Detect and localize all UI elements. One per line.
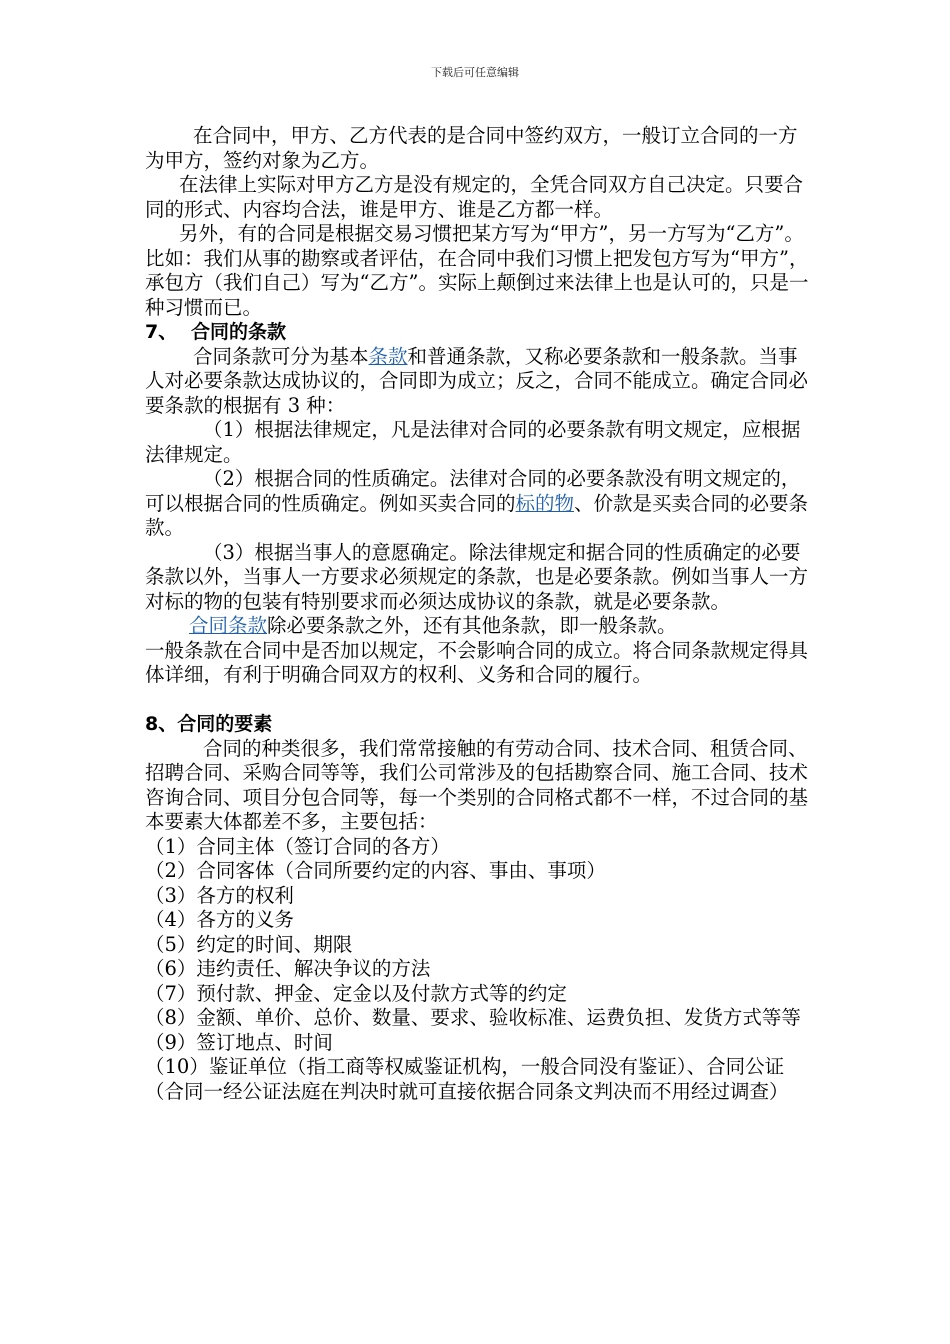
list-item: （5）约定的时间、期限 xyxy=(145,932,353,956)
list-item: （8）金额、单价、总价、数量、要求、验收标准、运费负担、发货方式等等 xyxy=(145,1006,801,1029)
section-7-heading xyxy=(145,320,815,345)
section-7-item-1: （1）根据法律规定，凡是法律对合同的必要条款有明文规定，应根据法律规定。 xyxy=(145,418,801,466)
section-8-intro: 合同的种类很多，我们常常接触的有劳动合同、技术合同、租赁合同、招聘合同、采购合同等等，我们公司常涉及的包括勘察合同、施工合同、技术咨询合同、项目分包合同等，每一个类别的合同格式都不一样，不过合同的基本要素大体都差不多，主要包括： xyxy=(145,736,809,833)
list-item: （2）合同客体（合同所要约定的内容、事由、事项） xyxy=(145,859,606,882)
section-7-title: 合同的条款 xyxy=(191,321,287,343)
clause-link[interactable]: 条款 xyxy=(368,344,408,368)
list-item: （7）预付款、押金、定金以及付款方式等的约定 xyxy=(145,981,567,1005)
section-7-item-2 xyxy=(145,467,815,541)
text-run: （2）根据合同的性质确定。法律对合同的必要条款没有明文规定的，可以根据合同的性质确定。例如买卖合同的 xyxy=(145,467,801,515)
list-item: （3）各方的权利 xyxy=(145,883,294,907)
blank-line xyxy=(145,688,815,713)
subject-matter-link[interactable]: 标的物 xyxy=(515,491,575,515)
page-header: 下载后可任意编辑 xyxy=(431,66,519,79)
contract-clause-link[interactable]: 合同条款 xyxy=(189,614,268,637)
text-run: 和普通条款，又称必要条款和一般条款。当事人对必要条款达成协议的，合同即为成立；反之，合同不能成立。确定合同必要条款的根据有 3 种： xyxy=(145,344,809,417)
text-run: 除必要条款之外，还有其他条款，即一般条款。 xyxy=(267,614,677,637)
section-7-paragraph-last-b: 一般条款在合同中是否加以规定，不会影响合同的成立。将合同条款规定得具体详细，有利于明确合同双方的权利、义务和合同的履行。 xyxy=(145,638,809,686)
document-body xyxy=(145,124,815,1104)
list-item: （9）签订地点、时间 xyxy=(145,1030,333,1054)
section-8-heading: 8、合同的要素 xyxy=(145,713,273,735)
intro-paragraph-1: 在合同中，甲方、乙方代表的是合同中签约双方，一般订立合同的一方为甲方，签约对象为乙方。 xyxy=(145,124,798,172)
section-7-item-3: （3）根据当事人的意愿确定。除法律规定和据合同的性质确定的必要条款以外，当事人一方要求必须规定的条款，也是必要条款。例如当事人一方对标的物的包装有特别要求而必须达成协议的条款，就是必要条款。 xyxy=(145,540,809,613)
text-run: 合同条款可分为基本 xyxy=(193,344,369,368)
section-7-paragraph-last-a xyxy=(145,614,815,639)
section-7-paragraph-1 xyxy=(145,345,815,419)
intro-paragraph-3: 另外，有的合同是根据交易习惯把某方写为“甲方”，另一方写为“乙方”。比如：我们从事的勘察或者评估，在合同中我们习惯上把发包方写为“甲方”，承包方（我们自己）写为“乙方”。实际上颠倒过来法律上也是认可的，只是一种习惯而已。 xyxy=(145,222,809,319)
text-run: 、价款是买卖合同的必要条款。 xyxy=(145,491,809,539)
list-item: （1）合同主体（签订合同的各方） xyxy=(145,834,450,858)
list-item: （6）违约责任、解决争议的方法 xyxy=(145,957,431,980)
section-7-number: 7、 xyxy=(145,321,178,343)
intro-paragraph-2: 在法律上实际对甲方乙方是没有规定的，全凭合同双方自己决定。只要合同的形式、内容均合法，谁是甲方、谁是乙方都一样。 xyxy=(145,173,804,221)
list-item: （4）各方的义务 xyxy=(145,908,294,931)
list-item: （10）鉴证单位（指工商等权威鉴证机构，一般合同没有鉴证）、合同公证（合同一经公证法庭在判决时就可直接依据合同条文判决而不用经过调查） xyxy=(145,1055,789,1103)
